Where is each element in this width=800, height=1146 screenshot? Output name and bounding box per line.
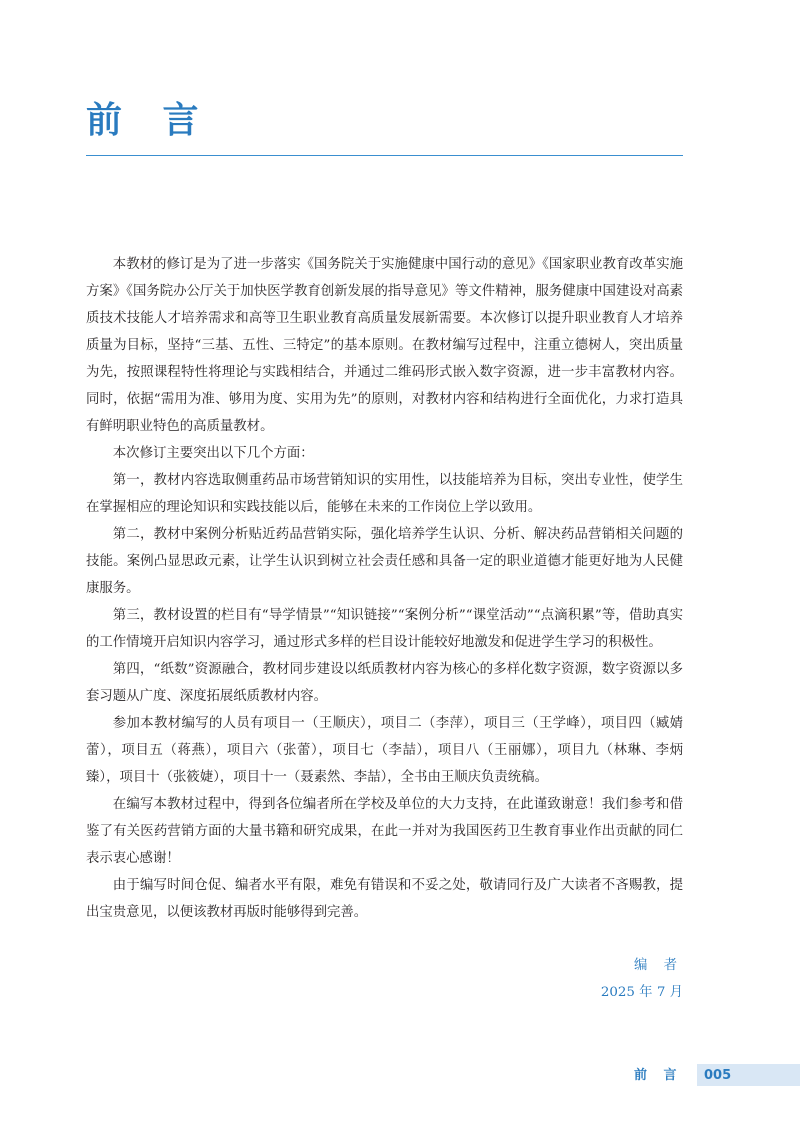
title-divider bbox=[86, 155, 683, 156]
paragraph: 第四，“纸数”资源融合，教材同步建设以纸质教材内容为核心的多样化数字资源，数字资源以多套习题从广度、深度拓展纸质教材内容。 bbox=[86, 662, 683, 704]
footer-section-label: 前 言 bbox=[634, 1068, 683, 1083]
paragraph: 参加本教材编写的人员有项目一（王顺庆），项目二（李萍），项目三（王学峰），项目四（臧婧蕾），项目五（蒋燕），项目六（张蕾），项目七（李喆），项目八（王丽娜），项目九（林琳、李炳臻），项目十（张筱婕），项目十一（聂素然、李喆），全书由王顺庆负责统稿。 bbox=[86, 716, 683, 785]
signature-date: 2025 年 7 月 bbox=[600, 985, 683, 1000]
paragraph: 本次修订主要突出以下几个方面： bbox=[112, 446, 314, 461]
paragraph: 本教材的修订是为了进一步落实《国务院关于实施健康中国行动的意见》《国家职业教育改革实施方案》《国务院办公厅关于加快医学教育创新发展的指导意见》等文件精神，服务健康中国建设对高素质技术技能人才培养需求和高等卫生职业教育高质量发展新需要。本次修订以提升职业教育人才培养质量为目标，坚持“三基、五性、三特定”的基本原则。在教材编写过程中，注重立德树人，突出质量为先，按照课程特性将理论与实践相结合，并通过二维码形式嵌入数字资源，进一步丰富教材内容。同时，依据“需用为准、够用为度、实用为先”的原则，对教材内容和结构进行全面优化，力求打造具有鲜明职业特色的高质量教材。 bbox=[86, 257, 683, 434]
paragraph: 在编写本教材过程中，得到各位编者所在学校及单位的大力支持，在此谨致谢意！我们参考和借鉴了有关医药营销方面的大量书籍和研究成果，在此一并对为我国医药卫生教育事业作出贡献的同仁表示衷心感谢！ bbox=[86, 797, 683, 866]
paragraph: 第三，教材设置的栏目有“导学情景”“知识链接”“案例分析”“课堂活动”“点滴积累”等，借助真实的工作情境开启知识内容学习，通过形式多样的栏目设计能较好地激发和促进学生学习的积极性。 bbox=[86, 608, 683, 650]
page-title: 前 言 bbox=[86, 100, 213, 141]
preface-body bbox=[86, 251, 683, 926]
paragraph: 第二，教材中案例分析贴近药品营销实际，强化培养学生认识、分析、解决药品营销相关问题的技能。案例凸显思政元素，让学生认识到树立社会责任感和具备一定的职业道德才能更好地为人民健康服务。 bbox=[86, 527, 683, 596]
footer-page-number: 005 bbox=[704, 1068, 732, 1083]
paragraph: 第一，教材内容选取侧重药品市场营销知识的实用性，以技能培养为目标，突出专业性，使学生在掌握相应的理论知识和实践技能以后，能够在未来的工作岗位上学以致用。 bbox=[86, 473, 683, 515]
signature-block bbox=[601, 952, 683, 1006]
signature-name: 编 者 bbox=[633, 958, 683, 973]
paragraph: 由于编写时间仓促、编者水平有限，难免有错误和不妥之处，敬请同行及广大读者不吝赐教，提出宝贵意见，以便该教材再版时能够得到完善。 bbox=[86, 878, 683, 920]
